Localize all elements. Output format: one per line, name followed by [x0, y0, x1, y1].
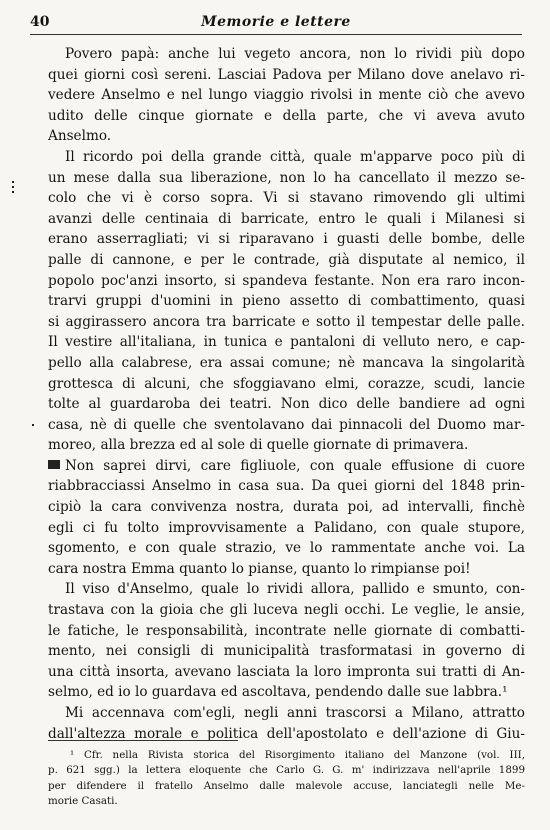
text-line: Il viso d'Anselmo, quale lo rividi allora, pallido e smunto, con- — [65, 581, 525, 598]
text-line: egli ci fu tolto improvvisamente a Palidano, con quale stupore, — [48, 519, 525, 536]
footnote-line: ¹ Cfr. nella Rivista storica del Risorgimento italiano del Manzone (vol. III, — [70, 749, 525, 761]
text-line: casa, nè di quelle che sventolavano dai pinnacoli del Duomo mar- — [48, 416, 525, 433]
text-line: vedere Anselmo e nel lungo viaggio rivolsi in mente ciò che avevo — [48, 87, 525, 104]
margin-mark — [12, 186, 14, 188]
running-head: Memorie e lettere — [201, 14, 351, 30]
text-line: quei giorni così sereni. Lasciai Padova per Milano dove anelavo ri- — [48, 66, 525, 83]
footnote-line: morie Casati. — [48, 795, 118, 808]
text-line: Mi accennava com'egli, negli anni trascorsi a Milano, attratto — [65, 705, 525, 721]
text-line: Il vestire all'italiana, in tunica e pantaloni di velluto nero, e cap- — [48, 334, 525, 351]
text-line: palle di cannone, e per le contrade, già disputate al nemico, il — [48, 251, 525, 268]
text-line: popolo poc'anzi insorto, si spandeva festante. Non era raro incon- — [48, 272, 525, 289]
paragraph — [48, 579, 525, 703]
footnote-line: per difendere il fratello Anselmo dalle malevole accuse, lanciategli nelle Me- — [48, 779, 525, 792]
text-line: Il ricordo poi della grande città, quale m'apparve poco più di — [65, 148, 525, 165]
text-line: riabbracciassi Anselmo in casa sua. Da quei giorni del 1848 prin- — [48, 478, 525, 495]
text-line: Non saprei dirvi, care figliuole, con quale effusione di cuore — [65, 457, 525, 474]
text-line: trarvi gruppi d'uomini in pieno assetto di combattimento, quasi — [48, 293, 525, 310]
margin-mark — [12, 181, 14, 183]
text-line: tolte al guardaroba dei teatri. Non dico delle bandiere ad ogni — [48, 396, 525, 413]
paragraph — [48, 703, 525, 744]
text-line: sgomento, e con quale strazio, ve lo rammentate anche voi. La — [48, 540, 525, 557]
margin-mark — [32, 424, 34, 426]
footnote-divider — [48, 740, 238, 741]
text-line: Anselmo. — [48, 128, 112, 145]
text-line: Povero papà: anche lui vegeto ancora, non lo rividi più dopo — [65, 46, 525, 62]
footnotes — [48, 748, 525, 810]
text-line: pello alla calabrese, era assai comune; nè mancava la singolarità — [48, 354, 525, 371]
text-line: colo che vi è corso sopra. Vi si stavano rimovendo gli ultimi — [48, 190, 525, 207]
text-line: selmo, ed io lo guardava ed ascoltava, pendendo dalle sue labbra.¹ — [48, 684, 508, 701]
text-line: erano asserragliati; vi si riparavano i guasti delle bombe, delle — [48, 231, 525, 248]
text-line: si aggirassero ancora tra barricate e sotto il tempestar delle palle. — [48, 313, 525, 330]
text-line: cara nostra Emma quanto lo pianse, quanto lo rimpianse poi! — [48, 560, 471, 577]
main-text — [48, 44, 525, 744]
text-line: mento, nei consigli di municipalità trasformatasi in governo di — [48, 643, 525, 660]
text-line: moreo, alla brezza ed al sole di quelle giornate di primavera. — [48, 437, 469, 454]
page-number: 40 — [30, 14, 50, 30]
paragraph — [48, 456, 525, 580]
text-line: dall'altezza morale e politica dell'apostolato e dell'azione di Giu- — [48, 725, 525, 742]
text-line: grottesca di alcuni, che sfoggiavano elmi, corazze, scudi, lancie — [48, 375, 525, 392]
text-line: avanzi delle centinaia di barricate, entro le quali i Milanesi si — [48, 210, 525, 227]
text-line: un mese dalla sua liberazione, non lo ha cancellato il mezzo se- — [48, 169, 525, 186]
text-line: trastava con la gioia che gli luceva negli occhi. Le veglie, le ansie, — [48, 602, 525, 619]
footnote-line: p. 621 sgg.) la lettera eloquente che Carlo G. G. m' indirizzava nell'aprile 1899 — [48, 764, 525, 777]
paragraph — [48, 147, 525, 456]
paragraph — [48, 44, 525, 147]
text-line: le fatiche, le responsabilità, incontrate nelle giornate di combatti- — [48, 622, 525, 639]
margin-mark — [12, 191, 14, 193]
text-line: una città insorta, avevano lasciata la loro impronta sui tratti di An- — [48, 663, 525, 680]
text-line: cipiò la cara convivenza nostra, durata poi, ad intervalli, finchè — [48, 499, 525, 516]
footnote — [48, 748, 525, 810]
text-line: udito delle cinque giornate e della parte, che vi aveva avuto — [48, 107, 525, 124]
page-header — [30, 14, 522, 35]
